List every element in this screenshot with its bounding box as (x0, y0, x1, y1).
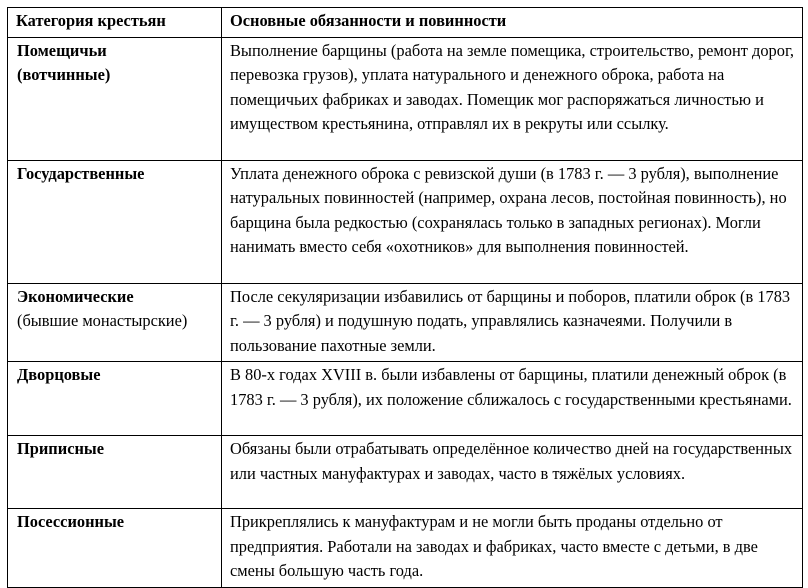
duties-cell: Уплата денежного оброка с ревизской души (в 1783 г. — 3 рубля), выполнение натуральных повинностей (например, охрана лесов, постойная повинность), но барщина была редкостью (сохранялась только в западных регионах). Могли нанимать вместо себя «охотников» для выполнения повинностей. (222, 160, 803, 283)
category-note: (вотчинные) (17, 65, 111, 84)
category-cell (8, 160, 222, 283)
category-cell (8, 436, 222, 509)
category-name: Приписные (17, 439, 104, 458)
table-row (8, 160, 803, 283)
category-cell (8, 37, 222, 160)
category-name: Дворцовые (17, 365, 101, 384)
category-cell (8, 283, 222, 362)
table-row (8, 436, 803, 509)
duties-cell: После секуляризации избавились от барщины и поборов, платили оброк (в 1783 г. — 3 рубля) и подушную подать, управлялись казначеями. Получили в пользование пахотные земли. (222, 283, 803, 362)
header-duties: Основные обязанности и повинности (222, 8, 803, 38)
table-row (8, 37, 803, 160)
category-cell (8, 509, 222, 588)
category-name: Помещичьи (17, 40, 107, 60)
header-category: Категория крестьян (8, 8, 222, 38)
table-row (8, 509, 803, 588)
category-cell (8, 362, 222, 436)
duties-cell: Выполнение барщины (работа на земле помещика, строительство, ремонт дорог, перевозка грузов), уплата натурального и денежного оброка, работа на помещичьих фабриках и заводах. Помещик мог распоряжаться личностью и имуществом крестьянина, отправлял их в рекруты или ссылку. (222, 37, 803, 160)
duties-cell: Обязаны были отрабатывать определённое количество дней на государственных или частных мануфактурах и заводах, часто в тяжёлых условиях. (222, 436, 803, 509)
category-name: Экономические (17, 286, 134, 306)
category-note: (бывшие монастырские) (17, 311, 188, 330)
duties-cell: В 80-х годах XVIII в. были избавлены от барщины, платили денежный оброк (в 1783 г. — 3 рубля), их положение сближалось с государственными крестьянами. (222, 362, 803, 436)
table-header-row (8, 8, 803, 38)
category-name: Посессионные (17, 512, 125, 531)
table-row (8, 362, 803, 436)
category-name: Государственные (17, 163, 145, 183)
peasant-categories-table (7, 7, 803, 588)
table-row (8, 283, 803, 362)
duties-cell: Прикреплялись к мануфактурам и не могли быть проданы отдельно от предприятия. Работали на заводах и фабриках, часто вместе с детьми, в две смены большую часть года. (222, 509, 803, 588)
